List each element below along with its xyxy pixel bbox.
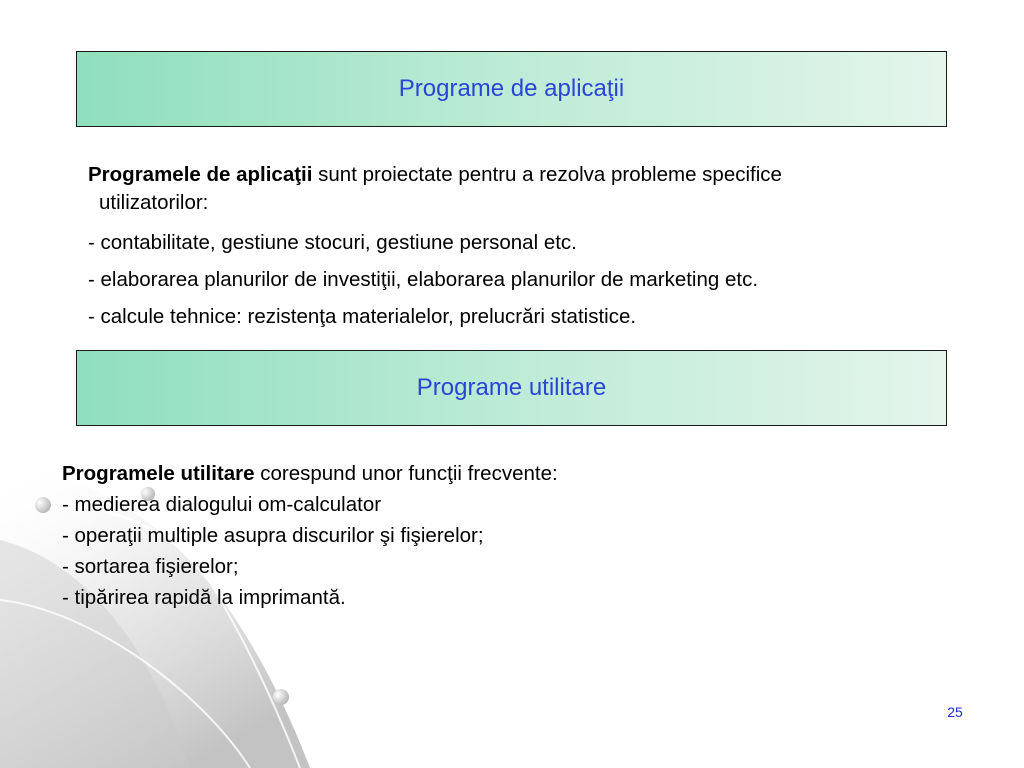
intro-paragraph xyxy=(88,161,968,189)
list-item: - tipărirea rapidă la imprimantă. xyxy=(62,586,346,609)
section-title: Programe utilitare xyxy=(416,374,607,401)
intro-paragraph xyxy=(62,458,942,489)
intro-continuation: utilizatorilor: xyxy=(99,191,209,214)
list-item: - contabilitate, gestiune stocuri, gestiune personal etc. xyxy=(88,231,577,254)
list-item: - medierea dialogului om-calculator xyxy=(62,493,382,516)
intro-text: corespund unor funcţii frecvente: xyxy=(254,462,558,485)
applications-body xyxy=(88,161,968,331)
list-item: - calcule tehnice: rezistenţa materialelor, prelucrări statistice. xyxy=(88,305,637,328)
intro-text: sunt proiectate pentru a rezolva probleme specifice xyxy=(312,163,782,186)
list-item: - sortarea fişierelor; xyxy=(62,555,239,578)
intro-bold-term: Programele utilitare xyxy=(62,462,255,485)
section-title-banner-utilities xyxy=(76,350,947,426)
section-title: Programe de aplicaţii xyxy=(398,75,625,102)
list-item: - elaborarea planurilor de investiţii, elaborarea planurilor de marketing etc. xyxy=(88,268,759,291)
intro-bold-term: Programele de aplicaţii xyxy=(88,163,313,186)
utilities-body xyxy=(62,458,942,613)
page-number: 25 xyxy=(947,704,963,720)
section-title-banner-applications xyxy=(76,51,947,127)
list-item: - operaţii multiple asupra discurilor şi fişierelor; xyxy=(62,524,484,547)
